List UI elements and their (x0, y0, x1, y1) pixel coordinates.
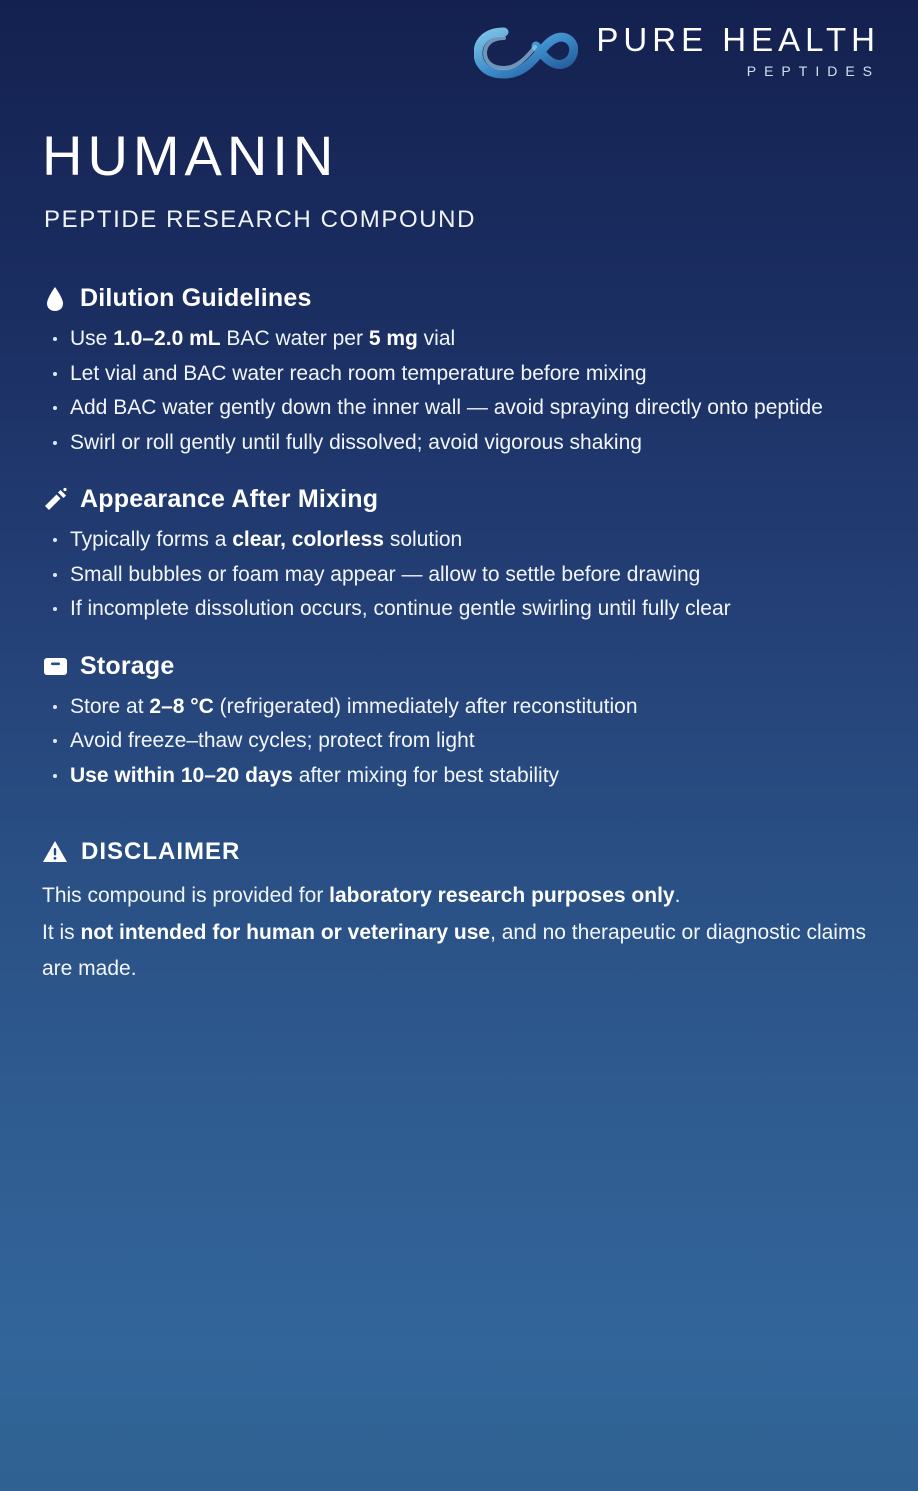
disclaimer-body (42, 878, 878, 986)
water-drop-icon (42, 285, 68, 313)
section-dilution-guidelines (42, 284, 878, 459)
page-subtitle: PEPTIDE RESEARCH COMPOUND (44, 206, 477, 233)
list-item: Store at 2–8 °C (refrigerated) immediately after reconstitution (50, 691, 878, 724)
list-item: Let vial and BAC water reach room temperature before mixing (50, 358, 878, 391)
list-item: Use within 10–20 days after mixing for best stability (50, 760, 878, 793)
bullet-list (42, 323, 878, 459)
content-area (42, 284, 878, 987)
list-item: Small bubbles or foam may appear — allow to settle before drawing (50, 559, 878, 592)
infinity-logo-icon (474, 22, 578, 84)
test-tube-icon (42, 486, 68, 514)
list-item: Use 1.0–2.0 mL BAC water per 5 mg vial (50, 323, 878, 356)
list-item: Swirl or roll gently until fully dissolved; avoid vigorous shaking (50, 427, 878, 460)
section-header (42, 485, 878, 514)
section-header (42, 284, 878, 313)
bullet-list (42, 524, 878, 626)
list-item: Add BAC water gently down the inner wall — avoid spraying directly onto peptide (50, 392, 878, 425)
bullet-list (42, 691, 878, 793)
disclaimer-line-1: This compound is provided for laboratory research purposes only. (42, 884, 681, 908)
disclaimer-line-2: It is not intended for human or veterinary use, and no therapeutic or diagnostic claims are made. (42, 920, 866, 980)
section-appearance-after-mixing (42, 485, 878, 626)
brand-tagline: PEPTIDES (746, 63, 880, 80)
warning-triangle-icon (42, 838, 68, 866)
section-storage (42, 652, 878, 793)
disclaimer-header (42, 838, 878, 866)
title-block (42, 124, 876, 234)
storage-box-icon (42, 652, 68, 680)
section-title: Storage (80, 651, 175, 680)
list-item: Typically forms a clear, colorless solution (50, 524, 878, 557)
brand-header (474, 22, 880, 84)
disclaimer-title: DISCLAIMER (81, 838, 241, 866)
brand-name: PURE HEALTH (596, 20, 880, 58)
page-title: HUMANIN (42, 124, 339, 187)
list-item: Avoid freeze–thaw cycles; protect from light (50, 725, 878, 758)
disclaimer-block (42, 838, 878, 986)
section-title: Dilution Guidelines (80, 284, 312, 312)
section-header (42, 652, 878, 681)
section-title: Appearance After Mixing (80, 485, 379, 514)
list-item: If incomplete dissolution occurs, continue gentle swirling until fully clear (50, 593, 878, 626)
